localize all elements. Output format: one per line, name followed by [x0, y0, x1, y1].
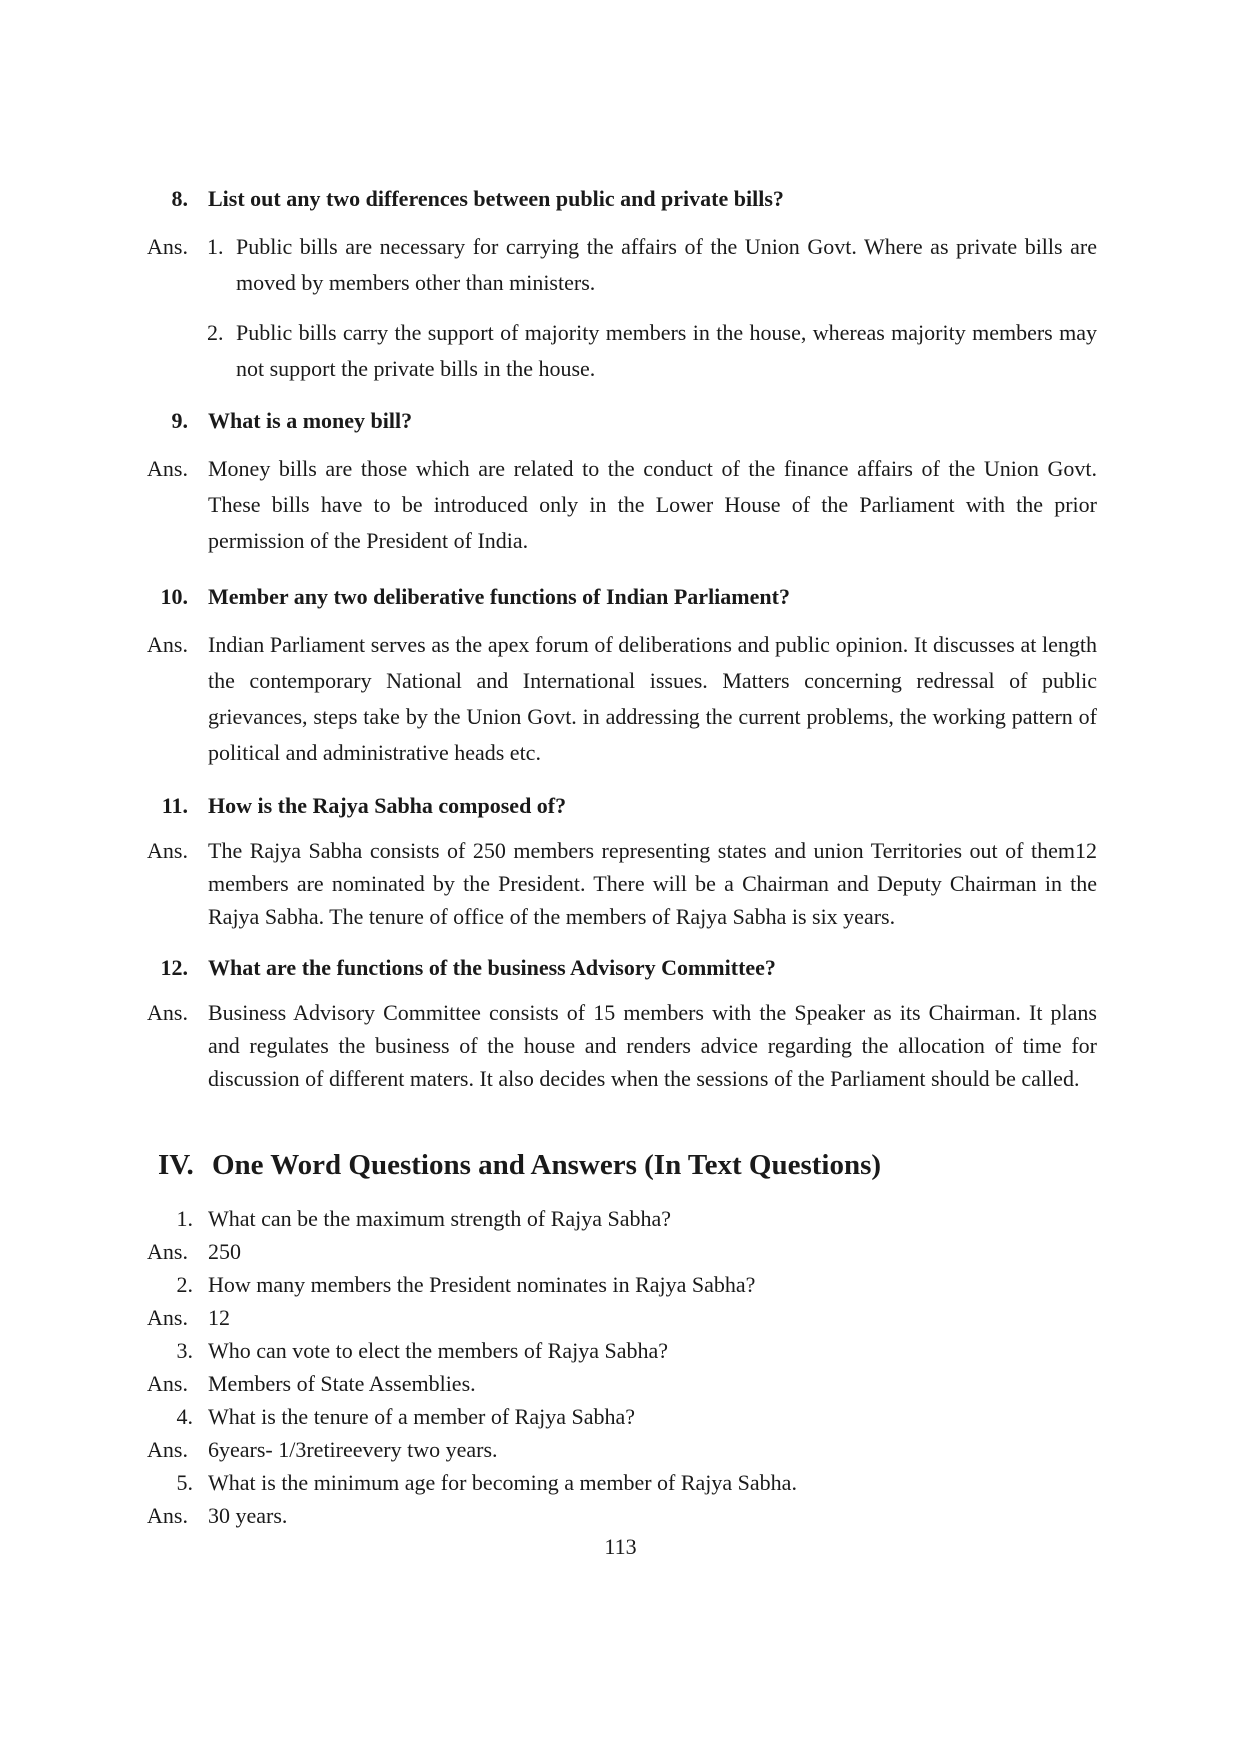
- question-number: 3.: [176, 1338, 193, 1363]
- question-number: 10.: [160, 584, 188, 609]
- page-number: 113: [604, 1534, 637, 1559]
- question-text: What is the tenure of a member of Rajya Sabha?: [208, 1404, 636, 1429]
- answer-text: Business Advisory Committee consists of 15 members with the Speaker as its Chairman. It plans and regulates the business of the house and renders advice regarding the allocation of time for discussion of different maters. It also decides when the sessions of the Parliament should be called.: [208, 1000, 1097, 1091]
- answer-text: 30 years.: [208, 1503, 288, 1528]
- question-number: 9.: [171, 408, 188, 433]
- question-text: List out any two differences between public and private bills?: [208, 186, 784, 211]
- question-number: 11.: [161, 793, 188, 818]
- question-number: 5.: [176, 1470, 193, 1495]
- question-text: Who can vote to elect the members of Rajya Sabha?: [208, 1338, 668, 1363]
- question-text: What is the minimum age for becoming a member of Rajya Sabha.: [208, 1470, 797, 1495]
- answer-label: Ans.: [147, 1437, 188, 1462]
- answer-label: Ans.: [147, 1503, 188, 1528]
- answer-text: Money bills are those which are related to the conduct of the finance affairs of the Union Govt. These bills have to be introduced only in the Lower House of the Parliament with the prior permission of the President of India.: [208, 456, 1097, 553]
- answer-text: The Rajya Sabha consists of 250 members representing states and union Territories out of them12 members are nominated by the President. There will be a Chairman and Deputy Chairman in the Rajya Sabha. The tenure of office of the members of Rajya Sabha is six years.: [208, 838, 1097, 929]
- answer-label: Ans.: [147, 234, 188, 259]
- question-text: What can be the maximum strength of Rajya Sabha?: [208, 1206, 672, 1231]
- section-title: One Word Questions and Answers (In Text Questions): [212, 1149, 882, 1181]
- item-text: Public bills carry the support of majority members in the house, whereas majority members may not support the private bills in the house.: [236, 320, 1097, 381]
- item-number: 1.: [207, 234, 224, 259]
- answer-label: Ans.: [147, 1000, 188, 1025]
- answer-label: Ans.: [147, 1371, 188, 1396]
- question-text: What is a money bill?: [208, 408, 413, 433]
- question-number: 8.: [171, 186, 188, 211]
- answer-label: Ans.: [147, 1239, 188, 1264]
- answer-label: Ans.: [147, 456, 188, 481]
- section-heading: [158, 1145, 881, 1185]
- answer-text: 12: [208, 1305, 230, 1330]
- question-text: What are the functions of the business Advisory Committee?: [208, 955, 776, 980]
- answer-label: Ans.: [147, 838, 188, 863]
- answer-label: Ans.: [147, 632, 188, 657]
- question-text: How many members the President nominates in Rajya Sabha?: [208, 1272, 756, 1297]
- question-number: 1.: [176, 1206, 193, 1231]
- question-text: Member any two deliberative functions of Indian Parliament?: [208, 584, 790, 609]
- answer-text: 250: [208, 1239, 241, 1264]
- question-number: 12.: [160, 955, 188, 980]
- question-number: 4.: [176, 1404, 193, 1429]
- answer-text: Members of State Assemblies.: [208, 1371, 476, 1396]
- question-number: 2.: [176, 1272, 193, 1297]
- item-number: 2.: [207, 320, 224, 345]
- answer-text: 6years- 1/3retireevery two years.: [208, 1437, 498, 1462]
- question-text: How is the Rajya Sabha composed of?: [208, 793, 567, 818]
- section-number: IV.: [158, 1149, 194, 1181]
- item-text: Public bills are necessary for carrying the affairs of the Union Govt. Where as private bills are moved by members other than ministers.: [236, 234, 1097, 295]
- answer-text: Indian Parliament serves as the apex forum of deliberations and public opinion. It discusses at length the contemporary National and International issues. Matters concerning redressal of public grievances, steps take by the Union Govt. in addressing the current problems, the working pattern of political and administrative heads etc.: [208, 632, 1097, 765]
- answer-label: Ans.: [147, 1305, 188, 1330]
